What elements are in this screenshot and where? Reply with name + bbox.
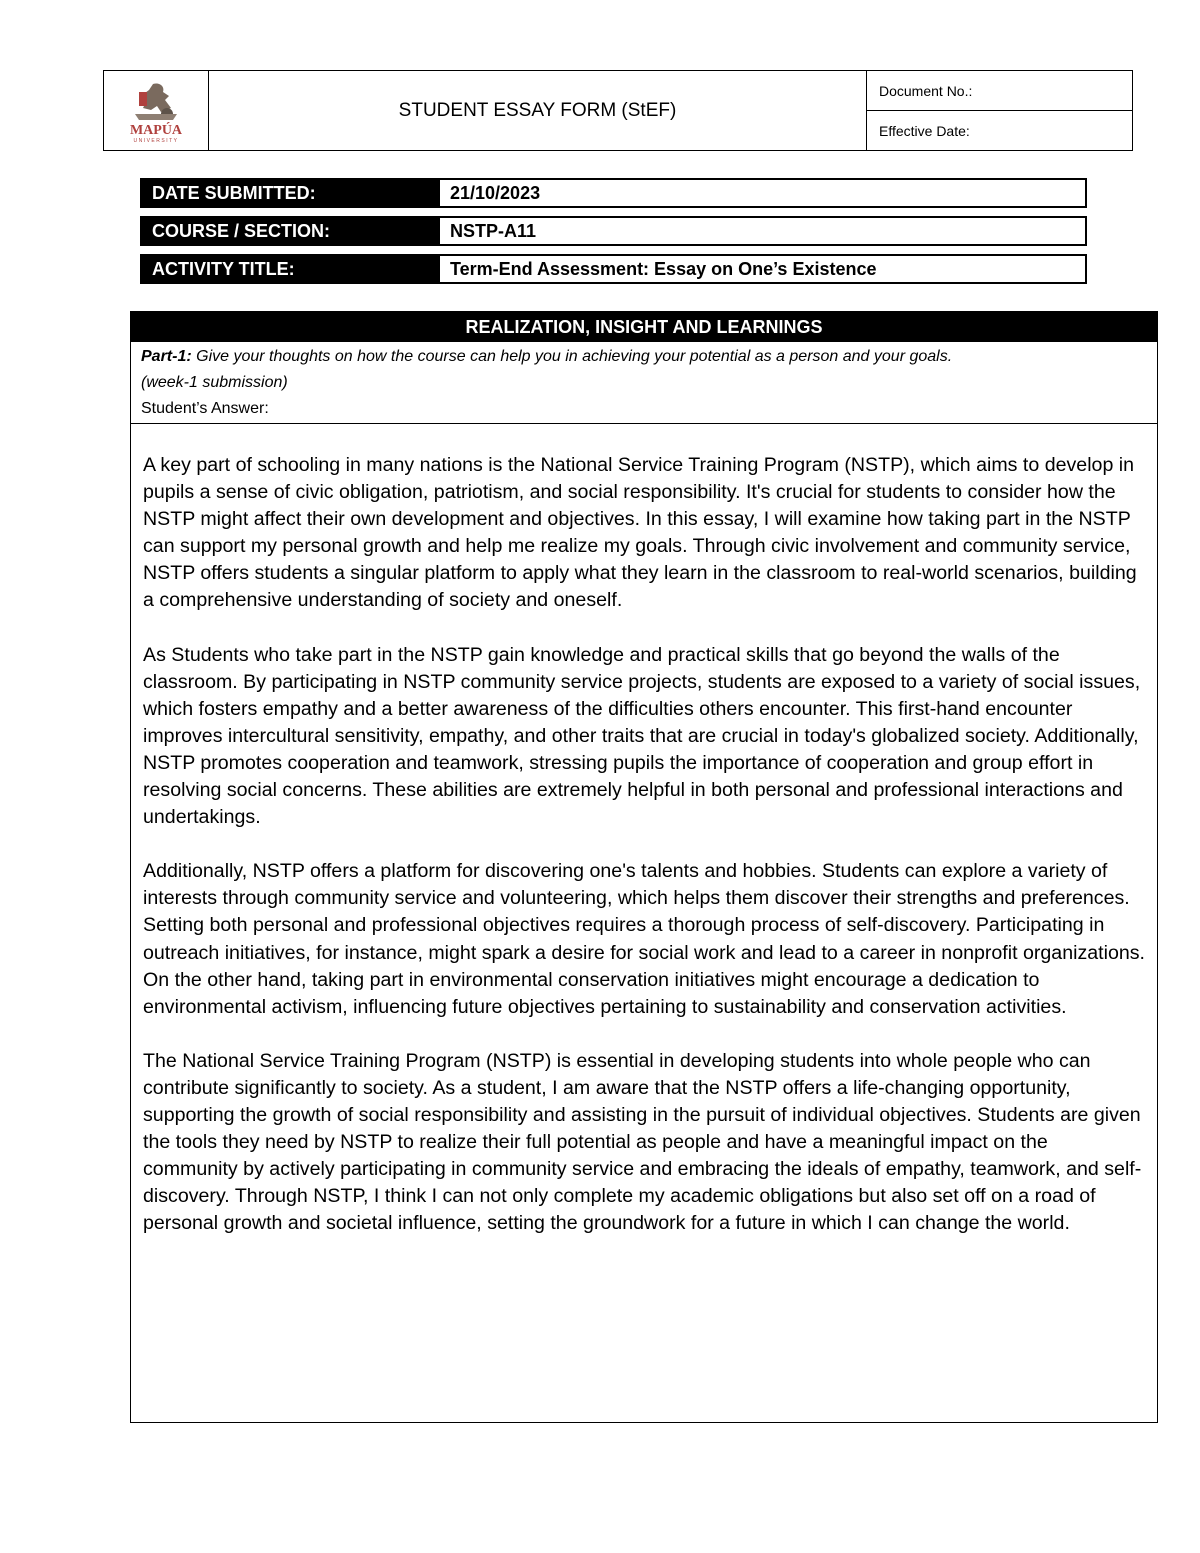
course-section-label: COURSE / SECTION:: [140, 216, 438, 246]
svg-text:MAPÚA: MAPÚA: [129, 122, 183, 138]
date-submitted-value: 21/10/2023: [438, 178, 1087, 208]
course-section-value: NSTP-A11: [438, 216, 1087, 246]
part-prompt: [131, 342, 1157, 424]
activity-title-label: ACTIVITY TITLE:: [140, 254, 438, 284]
activity-title-row: [140, 254, 1087, 284]
answer-paragraph: The National Service Training Program (NSTP) is essential in developing students into whole people who can contribute significantly to society. As a student, I am aware that the NSTP offers a life-changing opportunity, supporting the growth of social responsibility and assisting in the pursuit of individual objectives. Students are given the tools they need by NSTP to realize their full potential as people and have a meaningful impact on the community by actively participating in community service and embracing the ideals of empathy, teamwork, and self-discovery. Through NSTP, I think I can not only complete my academic obligations but also set off on a road of personal growth and societal influence, setting the groundwork for a future in which I can change the world.: [143, 1049, 1142, 1235]
realization-section: [130, 311, 1158, 1423]
logo-cell: [104, 71, 209, 150]
form-title: STUDENT ESSAY FORM (StEF): [209, 71, 867, 150]
date-submitted-label: DATE SUBMITTED:: [140, 178, 438, 208]
effective-date-label: Effective Date:: [879, 122, 970, 139]
student-answer: [131, 424, 1157, 1237]
part-label: Part-1:: [141, 348, 192, 365]
section-title: REALIZATION, INSIGHT AND LEARNINGS: [131, 312, 1157, 342]
answer-paragraph: A key part of schooling in many nations is the National Service Training Program (NSTP), which aims to develop in pupils a sense of civic obligation, patriotism, and social responsibility. It's crucial for students to consider how the NSTP might affect their own development and objectives. In this essay, I will examine how taking part in the NSTP can support my personal growth and help me realize my goals. Through civic involvement and community service, NSTP offers students a singular platform to apply what they learn in the classroom to real-world scenarios, building a comprehensive understanding of society and oneself.: [143, 454, 1137, 612]
svg-text:UNIVERSITY: UNIVERSITY: [133, 137, 179, 144]
university-logo: [121, 78, 191, 144]
answer-paragraph: Additionally, NSTP offers a platform for discovering one's talents and hobbies. Students can explore a variety of interests through community service and volunteering, which helps them discover their strengths and preferences. Setting both personal and professional objectives requires a thorough process of self-discovery. Participating in outreach initiatives, for instance, might spark a desire for social work and lead to a career in nonprofit organizations. On the other hand, taking part in environmental conservation initiatives might encourage a dedication to environmental activism, influencing future objectives pertaining to sustainability and conservation activities.: [143, 860, 1145, 1018]
course-section-row: [140, 216, 1087, 246]
part-note: (week-1 submission): [141, 374, 288, 391]
document-no-label: Document No.:: [867, 71, 1132, 111]
answer-paragraph: As Students who take part in the NSTP gain knowledge and practical skills that go beyond the walls of the classroom. By participating in NSTP community service projects, students are exposed to a variety of social issues, which fosters empathy and a better awareness of the difficulties others encounter. This first-hand encounter improves intercultural sensitivity, empathy, and other traits that are crucial in today's globalized society. Additionally, NSTP promotes cooperation and teamwork, stressing pupils the importance of cooperation and group effort in resolving social concerns. These abilities are extremely helpful in both personal and professional interactions and undertakings.: [143, 643, 1141, 829]
answer-label: Student’s Answer:: [141, 400, 269, 417]
form-header: [103, 70, 1133, 151]
document-meta: [867, 71, 1132, 150]
activity-title-value: Term-End Assessment: Essay on One’s Existence: [438, 254, 1087, 284]
part-prompt-text: Give your thoughts on how the course can help you in achieving your potential as a person and your goals.: [191, 348, 953, 365]
date-submitted-row: [140, 178, 1087, 208]
part-instruction: [141, 344, 1147, 370]
